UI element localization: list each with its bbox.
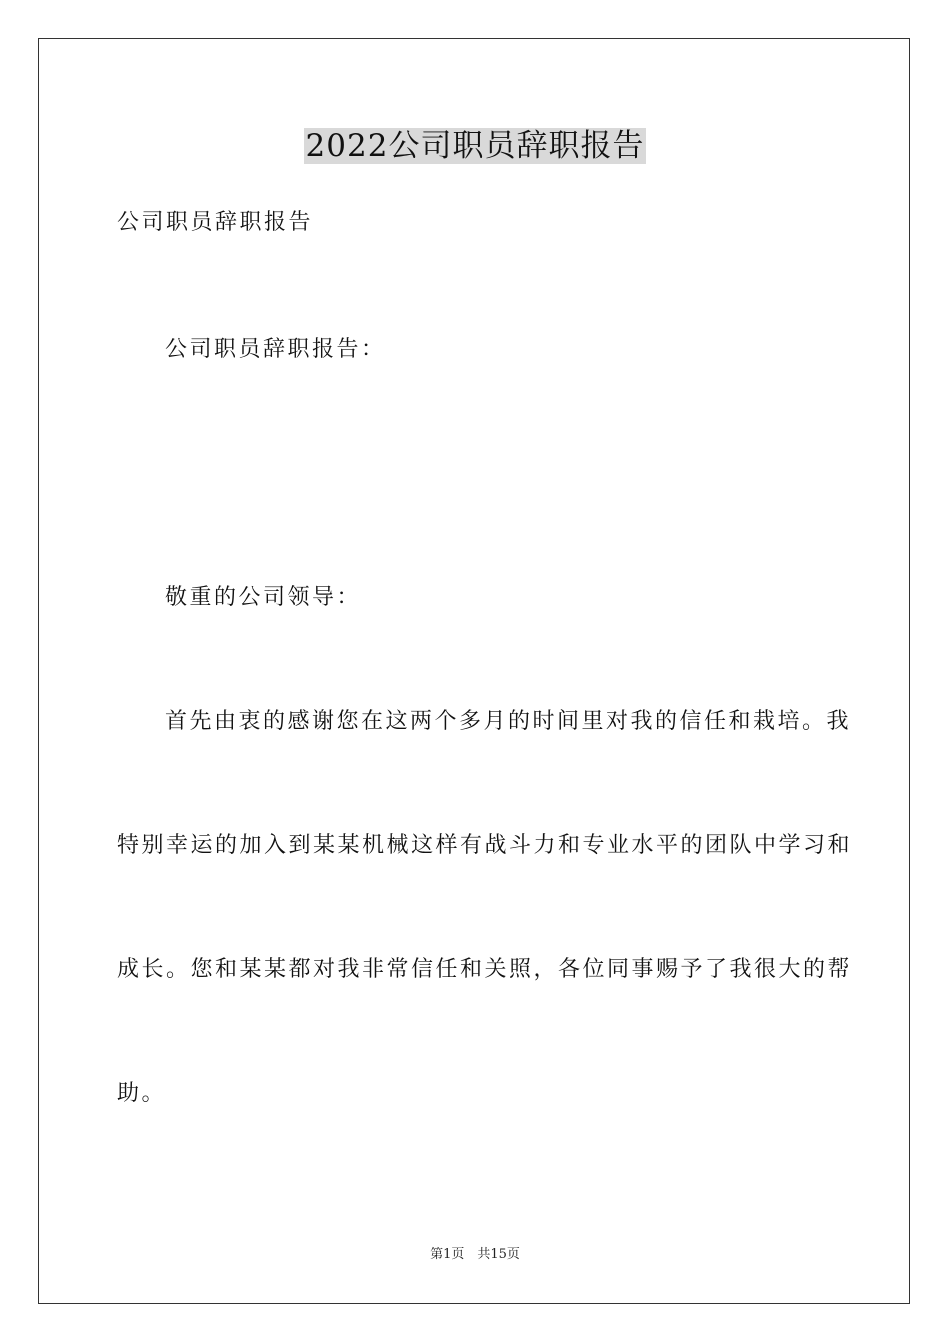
body-line-1: 首先由衷的感谢您在这两个多月的时间里对我的信任和栽培。我 xyxy=(165,709,852,734)
report-heading-line: 公司职员辞职报告： xyxy=(165,337,386,362)
subtitle-line: 公司职员辞职报告 xyxy=(117,210,314,235)
body-line-2: 特别幸运的加入到某某机械这样有战斗力和专业水平的团队中学习和 xyxy=(117,833,853,858)
body-line-3: 成长。您和某某都对我非常信任和关照，各位同事赐予了我很大的帮 xyxy=(117,957,853,982)
document-title xyxy=(0,124,950,168)
body-line-4: 助。 xyxy=(117,1081,167,1106)
document-title-text: 2022公司职员辞职报告 xyxy=(305,128,645,164)
page-number-footer: 第1页 共15页 xyxy=(430,1247,520,1262)
salutation-line: 敬重的公司领导： xyxy=(165,585,362,610)
